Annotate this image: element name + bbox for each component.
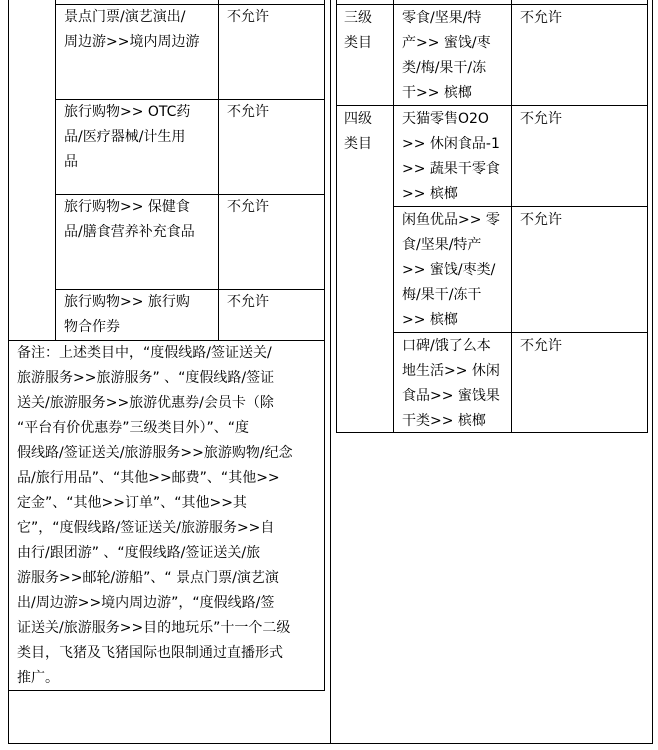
right-table-top-line — [336, 4, 648, 5]
category-cell: 旅行购物>> 旅行购 物合作券 — [64, 294, 190, 335]
category-cell: 口碑/饿了么本 地生活>> 休闲 食品>> 蜜饯果 干类>> 槟榔 — [402, 338, 500, 429]
category-cell: 景点门票/演艺演出/ 周边游>>境内周边游 — [64, 9, 200, 50]
right-table-left-border — [336, 0, 337, 433]
category-cell: 旅行购物>> OTC药 品/医疗器械/计生用 品 — [64, 104, 191, 170]
outer-right-border — [652, 0, 653, 744]
status-cell: 不允许 — [520, 111, 562, 127]
outer-left-border — [8, 0, 9, 744]
right-table-col-border-1 — [393, 0, 394, 433]
column-divider — [330, 0, 331, 744]
category-cell: 天猫零售O2O >> 休闲食品-1 >> 蔬果干零食 >> 槟榔 — [402, 111, 500, 202]
status-cell: 不允许 — [227, 294, 269, 310]
right-table-col-border-2 — [511, 0, 512, 433]
remark-text: 备注：上述类目中，“度假线路/签证送关/ 旅游服务>>旅游服务” 、“度假线路/签证 送关/旅游服务>>旅游优惠券/会员卡（除 “平台有价优惠券”三级类目外）”、“度 假线路/签证送关/旅游服务>>旅游购物/纪念 品/旅行用品”、“其他>>邮费”、“其他>> 定金”、“其他>>订单”、“其他>>其 它”，“度假线路/签证送关/旅游服务>>自 由行/跟团游” 、“度假线路/签证送关/旅 游服务>>邮轮/游船”、“ 景点门票/演艺演 出/周边游>>境内周边游”，“度假线路/签 证送关/旅游服务>>目的地玩乐”十一个二级 类目，飞猪及飞猪国际也限制通过直播形式 推广。 — [17, 345, 293, 686]
category-cell: 零食/坚果/特 产>> 蜜饯/枣 类/梅/果干/冻 干>> 槟榔 — [402, 10, 491, 101]
status-cell: 不允许 — [227, 199, 269, 215]
status-cell: 不允许 — [227, 9, 269, 25]
category-cell: 闲鱼优品>> 零 食/坚果/特产 >> 蜜饯/枣类/ 梅/果干/冻干 >> 槟榔 — [402, 212, 500, 328]
status-cell: 不允许 — [520, 338, 562, 354]
level-label: 四级 类目 — [344, 111, 372, 152]
outer-bottom-border — [8, 743, 653, 744]
left-table-right-border — [324, 0, 325, 691]
category-cell: 旅行购物>> 保健食 品/膳食营养补充食品 — [64, 199, 195, 240]
status-cell: 不允许 — [227, 104, 269, 120]
status-cell: 不允许 — [520, 10, 562, 26]
right-table-right-border — [647, 0, 648, 433]
level-label: 三级 类目 — [344, 10, 372, 51]
status-cell: 不允许 — [520, 212, 562, 228]
